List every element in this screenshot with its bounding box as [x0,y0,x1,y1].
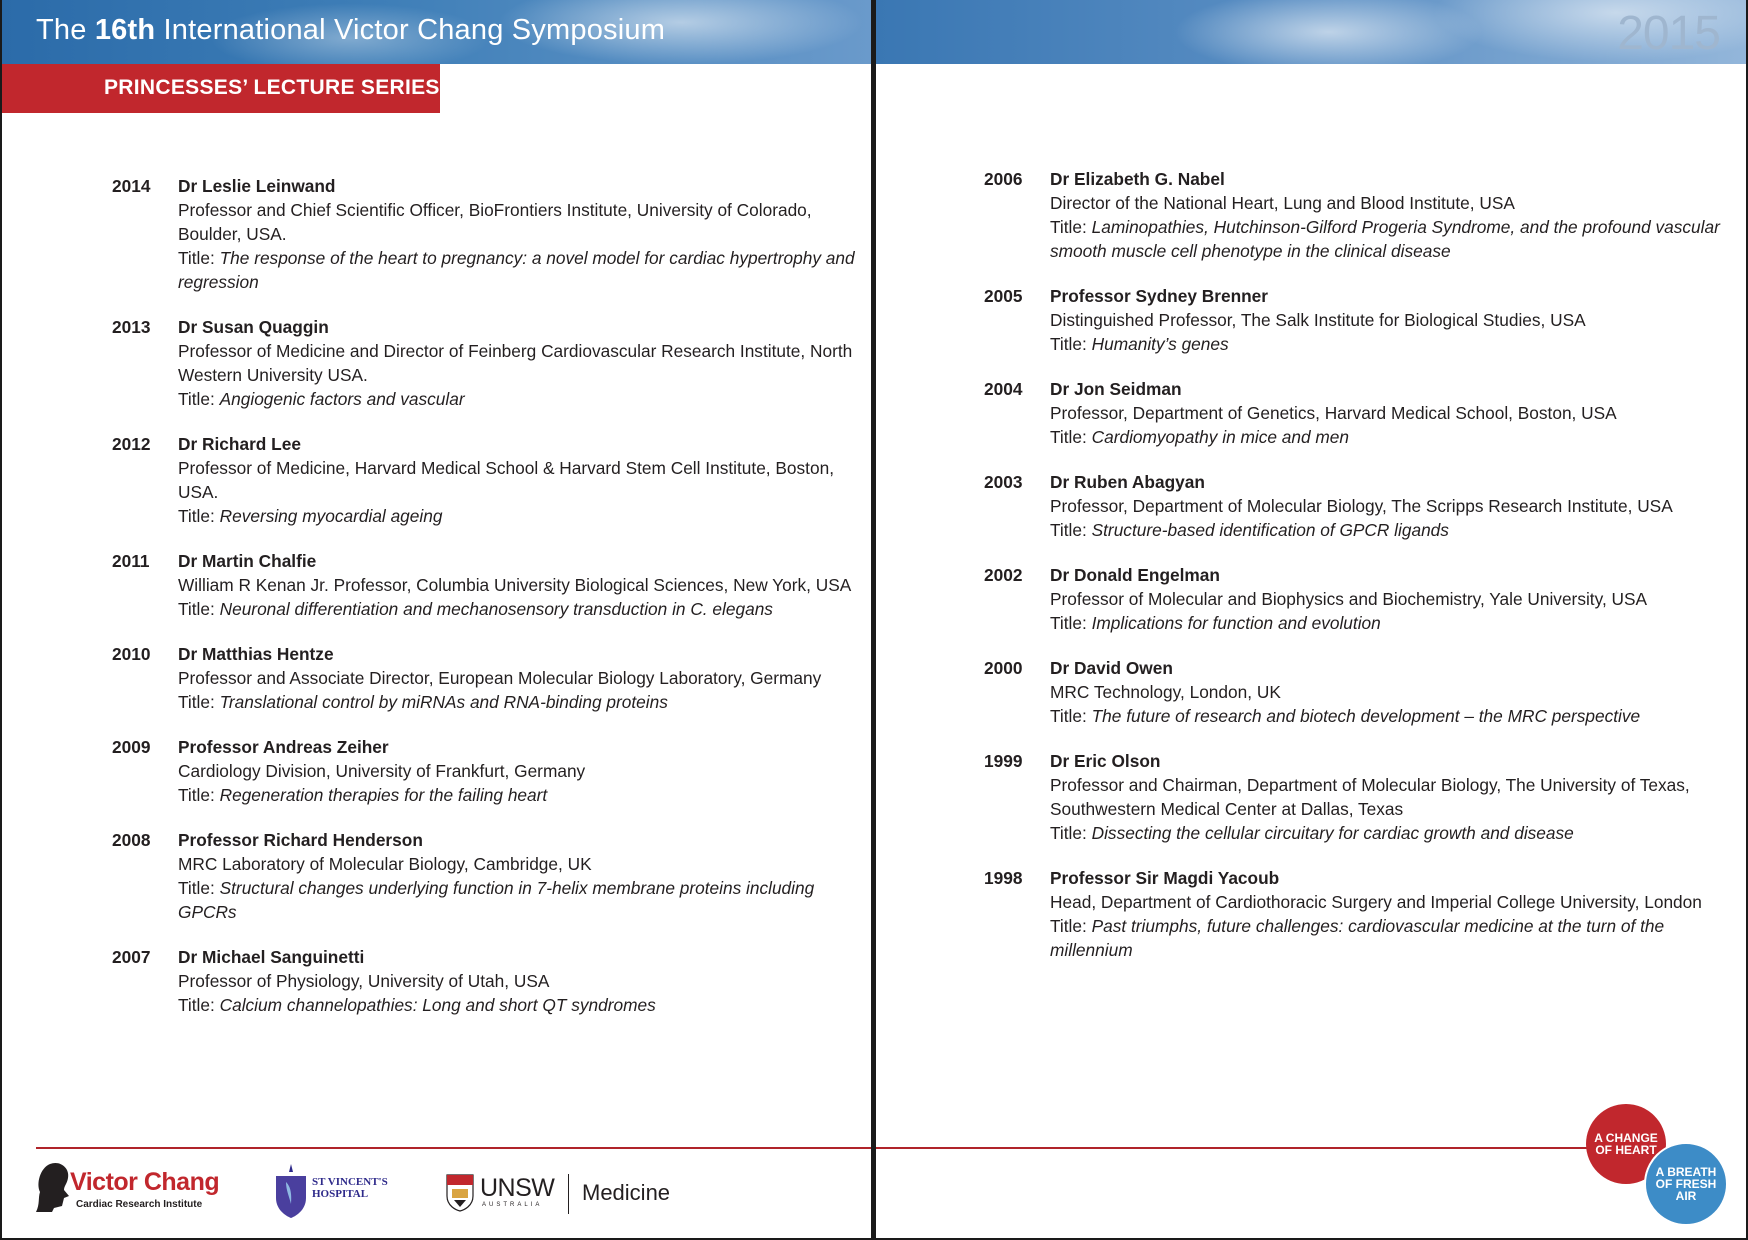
lecture-year: 2003 [984,472,1023,492]
lecture-year: 1999 [984,751,1023,771]
symposium-year: 2015 [1617,7,1720,60]
right-page [876,0,1748,1240]
lecturer-affiliation: Cardiology Division, University of Frankfurt, Germany [178,761,586,781]
lecturer-affiliation: MRC Laboratory of Molecular Biology, Cambridge, UK [178,854,592,874]
lecture-title: Title: Reversing myocardial ageing [178,506,443,526]
lecture-entry [984,167,1746,263]
lecturer-affiliation: Professor of Molecular and Biophysics and Biochemistry, Yale University, USA [1050,589,1648,609]
st-vincents-shield-icon [274,1162,308,1220]
lecture-year: 2007 [112,947,151,967]
lecturer-affiliation: Professor, Department of Molecular Biology, The Scripps Research Institute, USA [1050,496,1673,516]
lecture-year: 2000 [984,658,1023,678]
unsw-medicine-logo [446,1170,686,1218]
lecturer-affiliation: Professor and Associate Director, European Molecular Biology Laboratory, Germany [178,668,822,688]
lecture-list-right [984,167,1746,983]
footer-rule-right [876,1147,1606,1149]
lecture-year: 2013 [112,317,151,337]
lecturer-name: Dr Donald Engelman [1050,565,1220,585]
lecture-entry [984,470,1746,542]
victor-chang-subtitle: Cardiac Research Institute [76,1199,203,1210]
logo-divider [568,1174,569,1214]
unsw-crest-icon [446,1174,474,1212]
lecture-title: Title: Translational control by miRNAs and RNA-binding proteins [178,692,668,712]
lecturer-name: Dr Richard Lee [178,434,301,454]
lecture-year: 2006 [984,169,1023,189]
lecture-list-left [112,174,872,1038]
left-page [0,0,872,1240]
lecturer-affiliation: MRC Technology, London, UK [1050,682,1281,702]
lecturer-name: Dr Elizabeth G. Nabel [1050,169,1225,189]
victor-chang-logo [36,1158,226,1218]
lecturer-affiliation: Professor and Chairman, Department of Molecular Biology, The University of Texas, Southwestern Medical Center at Dallas, Texas [1050,775,1690,819]
lecturer-name: Dr Eric Olson [1050,751,1161,771]
breath-of-fresh-air-badge: A BREATH OF FRESH AIR [1644,1142,1728,1226]
lecture-title: Title: Structural changes underlying function in 7-helix membrane proteins including GPCRs [178,878,815,922]
lecture-entry [984,563,1746,635]
lecture-entry [984,866,1746,962]
lecture-year: 2014 [112,176,151,196]
series-banner [2,64,440,113]
medicine-label: Medicine [582,1180,671,1205]
lecture-entry [112,549,872,621]
lecture-entry [984,749,1746,845]
lecture-entry [984,377,1746,449]
lecturer-name: Dr Leslie Leinwand [178,176,336,196]
lecturer-affiliation: Professor and Chief Scientific Officer, BioFrontiers Institute, University of Colorado, Boulder, USA. [178,200,812,244]
lecture-year: 2002 [984,565,1023,585]
lecture-title: Title: Regeneration therapies for the failing heart [178,785,548,805]
lecturer-affiliation: Professor of Medicine, Harvard Medical School & Harvard Stem Cell Institute, Boston, USA. [178,458,835,502]
lecturer-name: Professor Richard Henderson [178,830,423,850]
lecture-entry [112,642,872,714]
lecture-entry [112,315,872,411]
lecture-title: Title: Cardiomyopathy in mice and men [1050,427,1350,447]
lecture-entry [112,432,872,528]
lecturer-affiliation: Director of the National Heart, Lung and Blood Institute, USA [1050,193,1515,213]
lecture-title: Title: Calcium channelopathies: Long and short QT syndromes [178,995,656,1015]
unsw-wordmark: UNSW [480,1174,555,1202]
lecture-year: 2011 [112,551,150,571]
lecture-year: 2012 [112,434,151,454]
series-label: PRINCESSES’ LECTURE SERIES [104,76,440,99]
header-banner [2,0,872,64]
lecture-entry [984,656,1746,728]
lecture-entry [112,945,872,1017]
lecture-title: Title: Angiogenic factors and vascular [178,389,465,409]
footer-rule [36,1147,872,1149]
st-vincents-name: ST VINCENT'S HOSPITAL [312,1176,388,1200]
st-vincents-logo [274,1162,404,1220]
lecture-entry [112,828,872,924]
lecture-title: Title: Laminopathies, Hutchinson-Gilford Progeria Syndrome, and the profound vascular smooth muscle cell phenotype in the clinical disease [1050,217,1720,261]
lecturer-affiliation: William R Kenan Jr. Professor, Columbia University Biological Sciences, New York, USA [178,575,852,595]
lecture-year: 2008 [112,830,151,850]
symposium-title: The 16th International Victor Chang Symposium [36,14,666,46]
lecturer-affiliation: Professor, Department of Genetics, Harvard Medical School, Boston, USA [1050,403,1617,423]
lecture-title: Title: Dissecting the cellular circuitary for cardiac growth and disease [1050,823,1574,843]
lecture-year: 2004 [984,379,1023,399]
lecture-year: 2005 [984,286,1023,306]
lecturer-name: Dr Matthias Hentze [178,644,334,664]
lecturer-name: Dr Ruben Abagyan [1050,472,1205,492]
lecturer-name: Professor Andreas Zeiher [178,737,389,757]
lecture-title: Title: Structure-based identification of GPCR ligands [1050,520,1449,540]
unsw-country: AUSTRALIA [482,1202,543,1208]
lecture-entry [112,735,872,807]
lecture-title: Title: Past triumphs, future challenges: cardiovascular medicine at the turn of the millennium [1050,916,1665,960]
lecture-entry [984,284,1746,356]
lecture-title: Title: The future of research and biotech development – the MRC perspective [1050,706,1641,726]
lecture-year: 2010 [112,644,151,664]
header-banner-right [876,0,1746,64]
change-of-heart-badge: A CHANGE OF HEART [1586,1104,1666,1184]
lecturer-affiliation: Head, Department of Cardiothoracic Surgery and Imperial College University, London [1050,892,1702,912]
lecturer-name: Professor Sir Magdi Yacoub [1050,868,1280,888]
lecturer-affiliation: Professor of Physiology, University of Utah, USA [178,971,550,991]
lecturer-name: Dr Susan Quaggin [178,317,329,337]
lecturer-name: Professor Sydney Brenner [1050,286,1269,306]
lecturer-name: Dr Jon Seidman [1050,379,1182,399]
lecture-title: Title: The response of the heart to pregnancy: a novel model for cardiac hypertrophy and regression [178,248,855,292]
lecturer-name: Dr David Owen [1050,658,1173,678]
lecture-year: 1998 [984,868,1023,888]
lecturer-name: Dr Michael Sanguinetti [178,947,365,967]
lecture-title: Title: Implications for function and evolution [1050,613,1381,633]
lecturer-affiliation: Professor of Medicine and Director of Feinberg Cardiovascular Research Institute, North Western University USA. [178,341,853,385]
lecture-entry [112,174,872,294]
portrait-silhouette-icon [36,1160,72,1212]
lecture-title: Title: Humanity’s genes [1050,334,1229,354]
lecture-year: 2009 [112,737,151,757]
victor-chang-name: Victor Chang [70,1168,220,1196]
lecturer-affiliation: Distinguished Professor, The Salk Institute for Biological Studies, USA [1050,310,1586,330]
lecture-title: Title: Neuronal differentiation and mechanosensory transduction in C. elegans [178,599,773,619]
lecturer-name: Dr Martin Chalfie [178,551,317,571]
